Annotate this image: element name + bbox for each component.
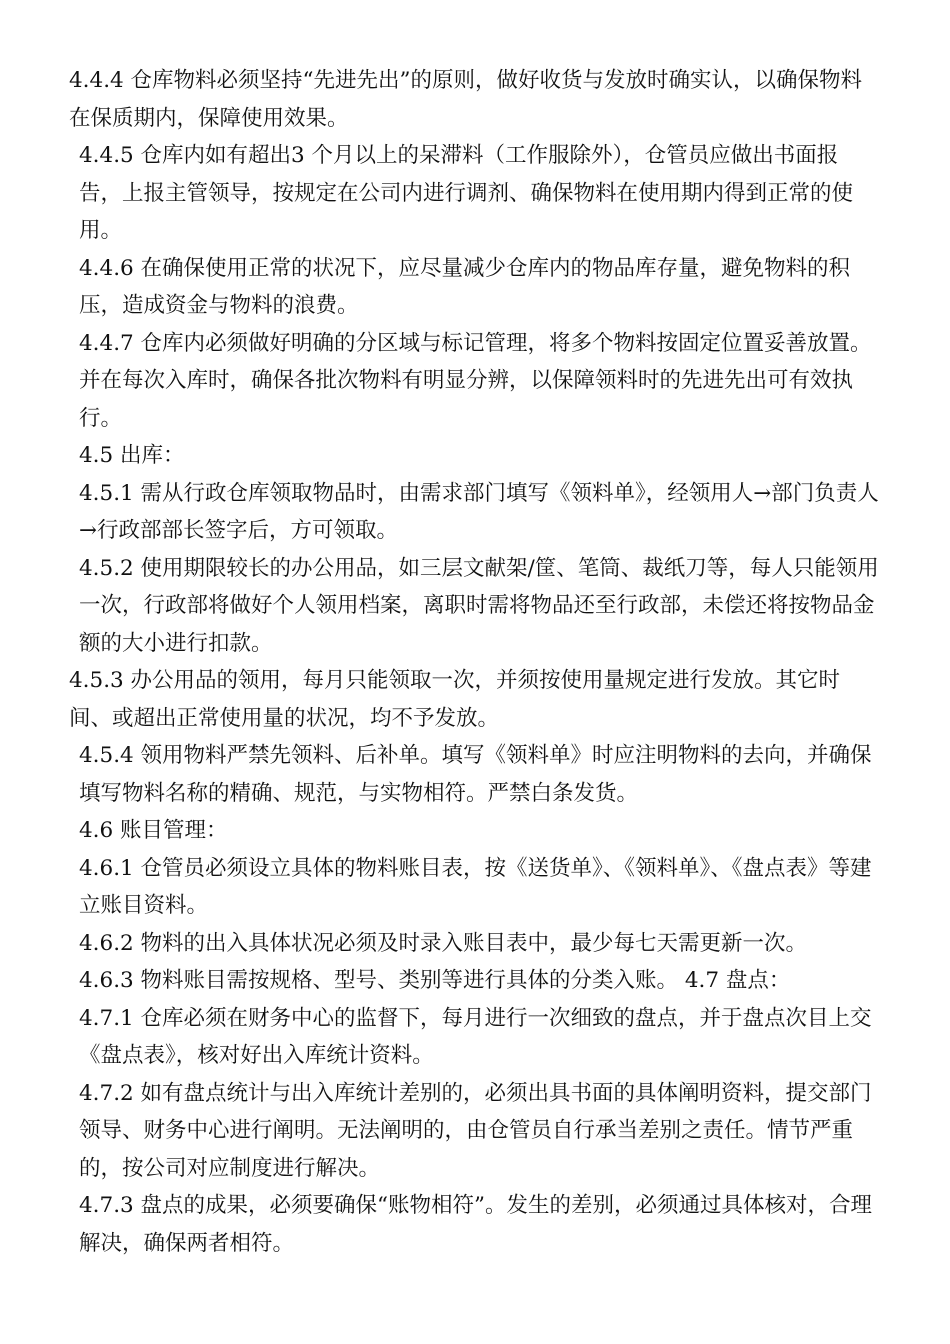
section-heading-4-5: 4.5 出库： [79, 443, 185, 468]
paragraph-4-5-4: 4.5.4 领用物料严禁先领料、后补单。填写《领料单》时应注明物料的去向，并确保填写物料名称的精确、规范，与实物相符。严禁白条发货。 [79, 743, 872, 806]
section-heading-4-6: 4.6 账目管理： [79, 818, 228, 843]
paragraph-4-7-2: 4.7.2 如有盘点统计与出入库统计差别的，必须出具书面的具体阐明资料，提交部门领导、财务中心进行阐明。无法阐明的，由仓管员自行承当差别之责任。情节严重的，按公司对应制度进行解决。 [79, 1080, 872, 1181]
paragraph-4-6-3: 4.6.3 物料账目需按规格、型号、类别等进行具体的分类入账。 4.7 盘点： [79, 968, 791, 993]
paragraph-4-4-7: 4.4.7 仓库内必须做好明确的分区域与标记管理，将多个物料按固定位置妥善放置。并在每次入库时，确保各批次物料有明显分辨，以保障领料时的先进先出可有效执行。 [79, 330, 872, 431]
paragraph-4-5-1: 4.5.1 需从行政仓库领取物品时，由需求部门填写《领料单》，经领用人→部门负责人→行政部部长签字后，方可领取。 [79, 480, 879, 543]
paragraph-4-5-2: 4.5.2 使用期限较长的办公用品，如三层文献架/筐、笔筒、裁纸刀等，每人只能领用一次，行政部将做好个人领用档案，离职时需将物品还至行政部，未偿还将按物品金额的大小进行扣款。 [79, 555, 879, 656]
paragraph-4-7-1: 4.7.1 仓库必须在财务中心的监督下，每月进行一次细致的盘点，并于盘点次目上交《盘点表》，核对好出入库统计资料。 [79, 1005, 872, 1068]
paragraph-4-4-4: 4.4.4 仓库物料必须坚持“先进先出”的原则，做好收货与发放时确实认，以确保物料在保质期内，保障使用效果。 [69, 68, 863, 131]
paragraph-4-5-3: 4.5.3 办公用品的领用，每月只能领取一次，并须按使用量规定进行发放。其它时间、或超出正常使用量的状况，均不予发放。 [69, 668, 841, 731]
paragraph-4-6-2: 4.6.2 物料的出入具体状况必须及时录入账目表中，最少每七天需更新一次。 [79, 930, 808, 956]
document-page [0, 62, 950, 1262]
paragraph-4-4-6: 4.4.6 在确保使用正常的状况下，应尽量减少仓库内的物品库存量，避免物料的积压，造成资金与物料的浪费。 [79, 255, 851, 318]
paragraph-4-7-3: 4.7.3 盘点的成果，必须要确保“账物相符”。发生的差别，必须通过具体核对，合理 解决，确保两者相符。 [79, 1193, 879, 1256]
paragraph-4-4-5: 4.4.5 仓库内如有超出3 个月以上的呆滞料（工作服除外），仓管员应做出书面报告，上报主管领导，按规定在公司内进行调剂、确保物料在使用期内得到正常的使用。 [79, 143, 854, 243]
paragraph-4-6-1: 4.6.1 仓管员必须设立具体的物料账目表，按《送货单》、《领料单》、《盘点表》等建立账目资料。 [79, 855, 872, 918]
